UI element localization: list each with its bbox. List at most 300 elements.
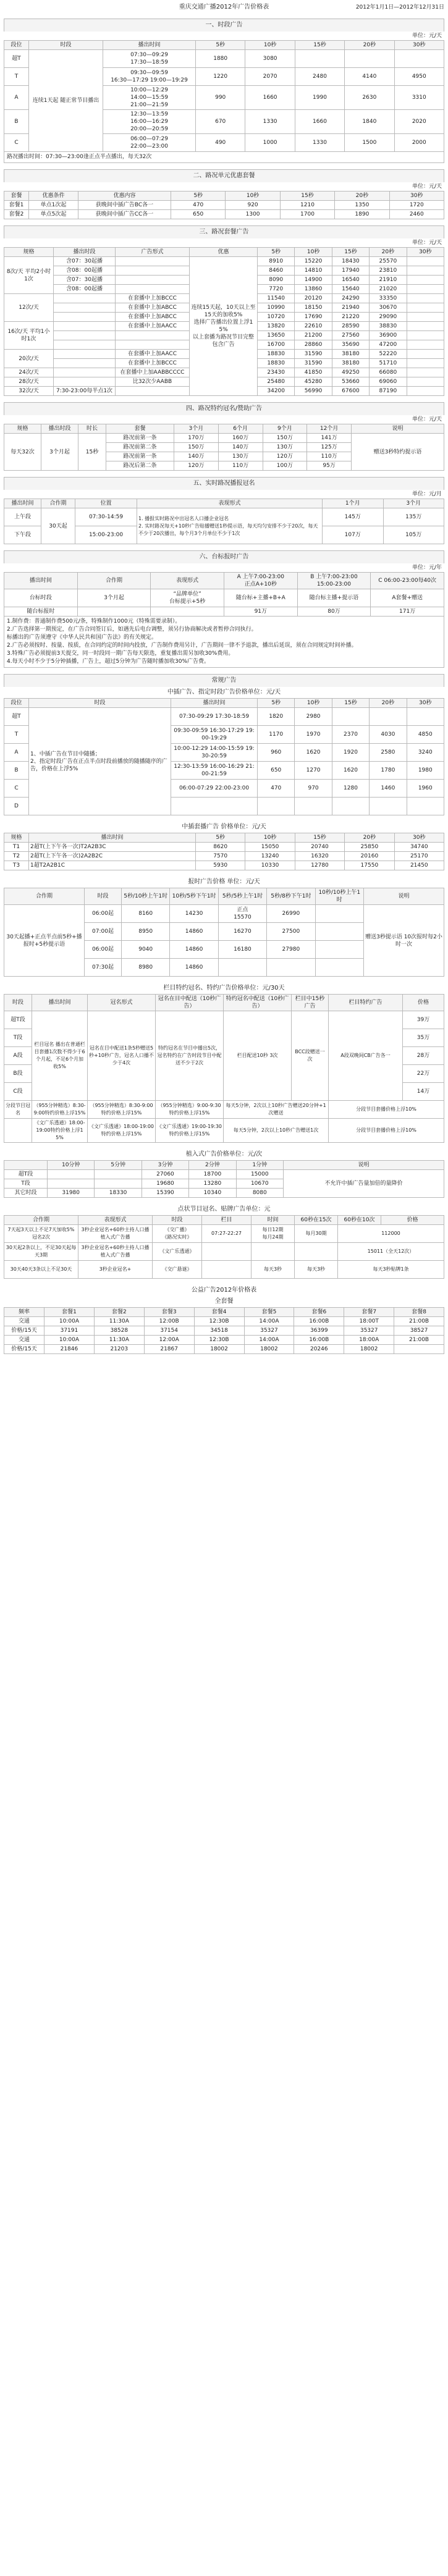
price-cell: 14860: [170, 941, 218, 959]
package-cell: 21867: [144, 1345, 194, 1354]
column-header: 规格: [4, 248, 54, 257]
package-cell: 18002: [244, 1345, 294, 1354]
column-header: 15秒: [295, 833, 344, 843]
price-cell: 14860: [170, 959, 218, 977]
ad-format: 在套播中上加ABCC: [116, 303, 190, 313]
package-cell: 20246: [294, 1345, 344, 1354]
price-cell: 470: [258, 780, 295, 798]
price-cell: 1920: [332, 744, 369, 762]
sponsor-period: 3个月起: [41, 434, 78, 471]
price-cell: 21450: [394, 861, 444, 870]
price-cell: [407, 387, 444, 396]
price-cell: 8620: [196, 843, 245, 852]
point-cell: [251, 1243, 295, 1261]
column-header: 合作期: [4, 1216, 78, 1225]
sponsor-rule: 栏目冠名 播出在普通栏目套播1次数不得少于6个月起，不足6个月加收5%: [32, 1011, 88, 1101]
slot-grade: A: [4, 86, 29, 110]
price-cell: 2020: [394, 110, 444, 134]
price-cell: 13860: [295, 285, 332, 294]
column-header: 套餐6: [294, 1308, 344, 1317]
air-time: [54, 322, 116, 331]
air-time: 12:30—13:59 16:00—16:29 20:00—20:59: [103, 110, 196, 134]
air-time: 含08：00起播: [54, 285, 116, 294]
ad-format: [116, 276, 190, 285]
bundle-spec: 24次/天: [4, 368, 54, 377]
price-cell: 10670: [236, 1179, 283, 1189]
doc-header: [4, 2, 444, 12]
station-time-cell: 随台标主播+提示语: [297, 589, 371, 607]
price-cell: 107万: [323, 526, 384, 544]
station-time-cell: A套餐+赠送: [371, 589, 444, 607]
slot-grade: C: [4, 134, 29, 152]
point-cell: 112000: [338, 1225, 444, 1243]
table-row: [4, 1011, 444, 1029]
price-cell: [407, 257, 444, 266]
price-cell: [295, 798, 332, 815]
point-cell: 3秒企业冠名+: [78, 1261, 153, 1279]
column-header: 播出时间: [4, 573, 78, 589]
column-header: 合作期: [4, 888, 85, 905]
price-cell: 1210: [280, 201, 334, 210]
section-time-signal: [4, 877, 444, 977]
table-row: [4, 1119, 444, 1143]
column-header: 20秒: [370, 248, 407, 257]
air-time: [54, 303, 116, 313]
price-cell: [407, 313, 444, 322]
column-header: 3个月: [174, 424, 219, 434]
doc-title: 重庆交通广播2012年广告价格表: [179, 4, 269, 11]
price-cell: [48, 1179, 95, 1189]
slot: 06:00起: [85, 905, 122, 923]
column-header: 播出时间: [171, 699, 258, 708]
sponsor-position: 路况前第一条: [106, 452, 174, 461]
segment-rule: （955分钟精选）9:00-9:30特约价格上浮15%: [156, 1101, 224, 1119]
traffic-naming-table: [4, 499, 444, 544]
bundle-discount: 连续15天起，10天以上至15天的加收5% 选择广告播出位置上浮15% 以上套播为路况节目完整包含广告: [190, 257, 258, 396]
cooperation-period: 30天起播+正点半点前5秒+播报时+5秒提示语: [4, 905, 85, 977]
price-cell: 22610: [295, 322, 332, 331]
package-cell: 21846: [44, 1345, 95, 1354]
air-time: [54, 350, 116, 359]
package-offer-table: [4, 191, 444, 219]
column-header: 10分钟: [48, 1161, 95, 1170]
price-cell: 49250: [332, 368, 369, 377]
point-cell: 30天起2条以上，不足30天起每天3期: [4, 1243, 78, 1261]
column-header: 优惠条件: [29, 192, 78, 201]
table-row: [4, 905, 444, 923]
price-cell: 17550: [345, 861, 394, 870]
price-cell: 920: [226, 201, 280, 210]
price-cell: 18830: [258, 350, 295, 359]
point-cell: 15011（全天12次）: [338, 1243, 444, 1261]
price-cell: 1460: [370, 780, 407, 798]
regular-note: 1、中插广告在节目中随播； 2、指定时段广告在正点半点时段前播放的随播随序的广告，价格在上浮5%: [29, 708, 171, 815]
price-cell: [407, 368, 444, 377]
price-cell: 4950: [394, 68, 444, 86]
section-sponsorship: [4, 402, 444, 471]
column-header: A 上午7:00-23:00 正点A+10秒: [224, 573, 297, 589]
point-cell: 《交广悬谜》: [153, 1261, 202, 1279]
price-cell: 1990: [295, 86, 344, 110]
package-cell: 18:00T: [344, 1317, 394, 1326]
price-cell: 170万: [174, 434, 219, 443]
price-cell: 38180: [332, 350, 369, 359]
table-header: [4, 1161, 444, 1170]
price-cell: 8090: [258, 276, 295, 285]
column-header: 15秒: [332, 699, 369, 708]
time-slot-table: [4, 40, 444, 152]
slot: 06:00起: [85, 941, 122, 959]
price-cell: 39万: [403, 1011, 444, 1029]
table-row: [4, 607, 444, 617]
slot-grade: C段: [4, 1083, 32, 1101]
price-cell: 1720: [389, 201, 444, 210]
segment-rule: [4, 1119, 32, 1143]
price-cell: 正点 15570: [218, 905, 266, 923]
note-line: 标播出的广告须遵守《中华人民共和国广告法》的有关规定。: [7, 634, 158, 641]
price-cell: 15050: [245, 843, 295, 852]
segment-rule: 分段节目套播价格上浮10%: [329, 1119, 444, 1143]
price-cell: 490: [196, 134, 245, 152]
bundle-spec: 16次/天 平均1小时1次: [4, 322, 54, 350]
table-header: [4, 192, 444, 201]
price-cell: 8460: [258, 266, 295, 276]
column-header: 5秒: [258, 699, 295, 708]
price-cell: 52220: [370, 350, 407, 359]
bundle-code: T3: [4, 861, 29, 870]
ad-format: 在套播中上加AABBCCCC: [116, 368, 190, 377]
price-cell: 16540: [332, 276, 369, 285]
point-cell: 30天40天3条以上不足30天: [4, 1261, 78, 1279]
price-cell: 28590: [332, 322, 369, 331]
bundle-code: T2: [4, 852, 29, 861]
point-cell: 07:27-22:27: [202, 1225, 251, 1243]
package-cell: 35327: [344, 1326, 394, 1336]
price-cell: 26990: [267, 905, 315, 923]
column-header: 20秒: [335, 192, 389, 201]
column-header: 套餐1: [44, 1308, 95, 1317]
sponsor-rule: 特约冠名在节目中播出5次，冠名特约在广告时段节目中配送不少于2次: [156, 1011, 224, 1101]
price-cell: [407, 285, 444, 294]
point-cell: 每天3秒贴牌1条: [338, 1261, 444, 1279]
package-name: 套餐1: [4, 201, 29, 210]
slot-grade: 超T段: [4, 1011, 32, 1029]
price-cell: 29090: [370, 313, 407, 322]
point-program-table: [4, 1215, 444, 1279]
slot-grade: A段: [4, 1047, 32, 1065]
column-header: 3分钟: [142, 1161, 188, 1170]
slot-grade: B段: [4, 1065, 32, 1083]
column-header: 位置: [75, 499, 137, 508]
section-embedded-ads: [4, 1149, 444, 1198]
column-header: 20秒: [345, 833, 394, 843]
station-time-cell: [77, 607, 151, 617]
ad-format: 在套播中上加AACC: [116, 322, 190, 331]
sponsor-position: 路况前第二条: [106, 443, 174, 452]
section-title: 常规广告: [4, 674, 444, 687]
price-cell: 22万: [403, 1065, 444, 1083]
bundle-spec: 28次/天: [4, 377, 54, 387]
bundle-spec: 12次/天: [4, 294, 54, 322]
ad-format: 在套播中上加BCCC: [116, 294, 190, 303]
section-title: 二、路况单元优惠套餐: [4, 169, 444, 182]
price-cell: 110万: [218, 461, 263, 471]
price-cell: 2980: [295, 708, 332, 726]
column-header: C 06:00-23:00每40次: [371, 573, 444, 589]
price-cell: 1820: [258, 708, 295, 726]
price-cell: 31590: [295, 359, 332, 368]
price-cell: 19680: [142, 1179, 188, 1189]
price-cell: 1330: [245, 110, 295, 134]
price-cell: 10330: [245, 861, 295, 870]
price-cell: 14900: [295, 276, 332, 285]
column-header: 合作期: [77, 573, 151, 589]
price-cell: 23430: [258, 368, 295, 377]
ad-format: [116, 257, 190, 266]
table-header: [4, 995, 444, 1011]
column-header: 5秒/10秒上午1时: [122, 888, 170, 905]
price-cell: [407, 708, 444, 726]
price-cell: 120万: [263, 452, 307, 461]
price-cell: 8910: [258, 257, 295, 266]
air-time: 06:00—07:29 22:00—23:00: [103, 134, 196, 152]
price-cell: [407, 266, 444, 276]
column-header: 优惠内容: [78, 192, 171, 201]
package-content: 获晚间中插广告BC各一: [78, 201, 171, 210]
ad-format: 在套播中上加AACC: [116, 350, 190, 359]
column-header: 特约冠名中配送（10秒广告）: [224, 995, 292, 1011]
air-time: 1超T2A2B1C: [29, 861, 196, 870]
column-header: 20秒: [345, 41, 394, 50]
table-row: [4, 50, 444, 68]
section-title: 三、路况套餐广告: [4, 225, 444, 238]
column-header: B 上午7:00-23:00 15:00-23:00: [297, 573, 371, 589]
price-cell: 650: [171, 210, 226, 219]
column-header: 1分钟: [236, 1161, 283, 1170]
embedded-note: 不允许中插广告量加倍的量降价: [284, 1170, 444, 1198]
price-cell: 27560: [332, 331, 369, 340]
table-header: [4, 1216, 444, 1225]
sub-title: 公益广告2012年价格表: [191, 1287, 257, 1294]
price-cell: 1350: [335, 201, 389, 210]
column-header: 时段: [85, 888, 122, 905]
column-header: 优惠: [190, 248, 258, 257]
price-cell: [407, 359, 444, 368]
price-cell: [345, 50, 394, 68]
price-cell: 670: [196, 110, 245, 134]
price-cell: 1500: [345, 134, 394, 152]
price-cell: 1270: [295, 762, 332, 780]
price-cell: 34200: [258, 387, 295, 396]
column-header: 栏目: [202, 1216, 251, 1225]
price-cell: 67600: [332, 387, 369, 396]
price-cell: 47200: [370, 340, 407, 350]
package-cell: 36399: [294, 1326, 344, 1336]
package-cell: 16:00B: [294, 1317, 344, 1326]
price-cell: [407, 798, 444, 815]
column-header: 时段: [153, 1216, 202, 1225]
price-cell: 8980: [122, 959, 170, 977]
package-cell: 12:00A: [144, 1336, 194, 1345]
price-cell: 7720: [258, 285, 295, 294]
package-cell: 37191: [44, 1326, 95, 1336]
package-cell: 10:00A: [44, 1317, 95, 1326]
section-bundle-ads: [4, 225, 444, 396]
price-cell: [95, 1179, 142, 1189]
bundle-ads-table: [4, 247, 444, 396]
price-cell: [407, 276, 444, 285]
table-row: [4, 508, 444, 526]
segment-rule: （955分钟精选）8:30-9:00特约价格上浮15%: [32, 1101, 88, 1119]
column-header: 播出时间: [4, 499, 41, 508]
air-time: [171, 798, 258, 815]
package-cell: 11:30A: [94, 1317, 144, 1326]
unit-label: 单位：元/天: [412, 33, 442, 39]
column-header: 10秒: [295, 699, 332, 708]
column-header: 套餐: [106, 424, 174, 434]
price-cell: [332, 798, 369, 815]
slot-grade: 超T段: [4, 1170, 48, 1179]
segment-rule: 《文广乐透通》18:00-19:00特约价格上浮15%: [32, 1119, 88, 1143]
column-header: 套餐2: [94, 1308, 144, 1317]
price-cell: 28860: [295, 340, 332, 350]
package-name: 套餐2: [4, 210, 29, 219]
price-cell: 20160: [345, 852, 394, 861]
package-cell: 38528: [94, 1326, 144, 1336]
table-header: [4, 573, 444, 589]
unit-label: 单位：元/天: [412, 240, 442, 246]
price-cell: 1780: [370, 762, 407, 780]
price-cell: 21200: [295, 331, 332, 340]
price-cell: 95万: [307, 461, 352, 471]
price-cell: 27500: [267, 923, 315, 941]
point-cell: 7天起3天以上不足7天加收5%冠名2次: [4, 1225, 78, 1243]
segment-rule: 分段节目套播价格上浮10%: [329, 1101, 444, 1119]
air-time: 07:30-09:29 17:30-18:59: [171, 708, 258, 726]
table-row: [4, 434, 444, 443]
price-cell: 87190: [370, 387, 407, 396]
column-header: 5秒: [258, 248, 295, 257]
table-row: [4, 708, 444, 726]
package-cell: 21:00B: [394, 1336, 444, 1345]
column-header: 10秒: [245, 833, 295, 843]
sponsor-rule: BCC段赠送一次: [292, 1011, 329, 1101]
section-regular-ads: [4, 674, 444, 815]
price-cell: 2580: [370, 744, 407, 762]
air-time: [54, 377, 116, 387]
air-time: 12:30-13:59 16:00-16:29 21:00-21:59: [171, 762, 258, 780]
segment-rule: （955分钟精选）8:30-9:00特约价格上浮15%: [88, 1101, 156, 1119]
column-header: 套餐3: [144, 1308, 194, 1317]
column-header: 15秒: [332, 248, 369, 257]
price-cell: 16180: [218, 941, 266, 959]
price-cell: 38830: [370, 322, 407, 331]
price-cell: [295, 50, 344, 68]
price-cell: 1970: [295, 726, 332, 744]
sponsor-spec: 每天32次: [4, 434, 41, 471]
table-header: [4, 499, 444, 508]
air-time: 07:30—09:29 17:30—18:59: [103, 50, 196, 68]
column-header: 5秒: [196, 833, 245, 843]
package-cell: 34518: [194, 1326, 244, 1336]
price-cell: 21910: [370, 276, 407, 285]
column-header: 表现形式: [78, 1216, 153, 1225]
air-window: 上午段: [4, 508, 41, 526]
price-cell: 15220: [295, 257, 332, 266]
sub-title-2: 全套餐: [214, 1298, 234, 1305]
point-cell: 每月30期: [295, 1225, 338, 1243]
section-point-program: [4, 1204, 444, 1279]
price-cell: [394, 50, 444, 68]
price-cell: 1660: [295, 110, 344, 134]
package-cell: 14:00A: [244, 1317, 294, 1326]
column-header: 20秒: [370, 699, 407, 708]
price-cell: 1840: [345, 110, 394, 134]
slot-grade: T段: [4, 1029, 32, 1047]
price-cell: [407, 350, 444, 359]
package-cell: 12:00B: [144, 1317, 194, 1326]
column-header: 套餐5: [244, 1308, 294, 1317]
price-cell: [407, 340, 444, 350]
air-time: 06:00-07:29 22:00-23:00: [171, 780, 258, 798]
price-cell: 24290: [332, 294, 369, 303]
sponsor-position: 路况后第二条: [106, 461, 174, 471]
air-time: 09:30-09:59 16:30-17:29 19:00-19:29: [171, 726, 258, 744]
bundle-spec: 32次/天: [4, 387, 54, 396]
point-cell: 《文广乐透通》: [153, 1243, 202, 1261]
terms-notes: [4, 617, 444, 668]
air-time: [54, 359, 116, 368]
price-cell: 120万: [174, 461, 219, 471]
price-cell: 34740: [394, 843, 444, 852]
air-time: 含08：00起播: [54, 266, 116, 276]
price-cell: [267, 959, 315, 977]
sub-title: 点状节目冠名、贴牌广告单位：元: [177, 1206, 271, 1213]
price-cell: 18150: [295, 303, 332, 313]
point-cell: 3秒企业冠名+60秒主持人口播植入式广告播: [78, 1243, 153, 1261]
point-cell: 每天3秒: [251, 1261, 295, 1279]
price-cell: [218, 959, 266, 977]
price-cell: 13240: [245, 852, 295, 861]
package-cell: 18002: [344, 1345, 394, 1354]
package-condition: 单点5次起: [29, 210, 78, 219]
column-header: 2分钟: [189, 1161, 236, 1170]
frequency: 价格/15天: [4, 1326, 44, 1336]
position: 07:30-14:59: [75, 508, 137, 526]
slot: 07:00起: [85, 923, 122, 941]
price-cell: 27060: [142, 1170, 188, 1179]
column-header: 5秒: [196, 41, 245, 50]
air-time: 2超T(上下午各一次)T2A2B3C: [29, 843, 196, 852]
price-cell: 18700: [189, 1170, 236, 1179]
price-cell: 14万: [403, 1083, 444, 1101]
slot-condition: 连续1天起 随正常节目播出: [29, 50, 103, 152]
slot-grade: B: [4, 762, 29, 780]
station-time-cell: 台标时段: [4, 589, 78, 607]
price-cell: 1330: [295, 134, 344, 152]
price-cell: 150万: [174, 443, 219, 452]
section-insert-bundle: [4, 822, 444, 870]
price-cell: 140万: [218, 443, 263, 452]
point-cell: [202, 1243, 251, 1261]
price-cell: 100万: [263, 461, 307, 471]
point-cell: [202, 1261, 251, 1279]
cooperation-period: 30天起: [41, 508, 75, 544]
package-cell: 18:00A: [344, 1336, 394, 1345]
package-cell: 37154: [144, 1326, 194, 1336]
column-header: 套餐8: [394, 1308, 444, 1317]
package-cell: 11:30A: [94, 1336, 144, 1345]
